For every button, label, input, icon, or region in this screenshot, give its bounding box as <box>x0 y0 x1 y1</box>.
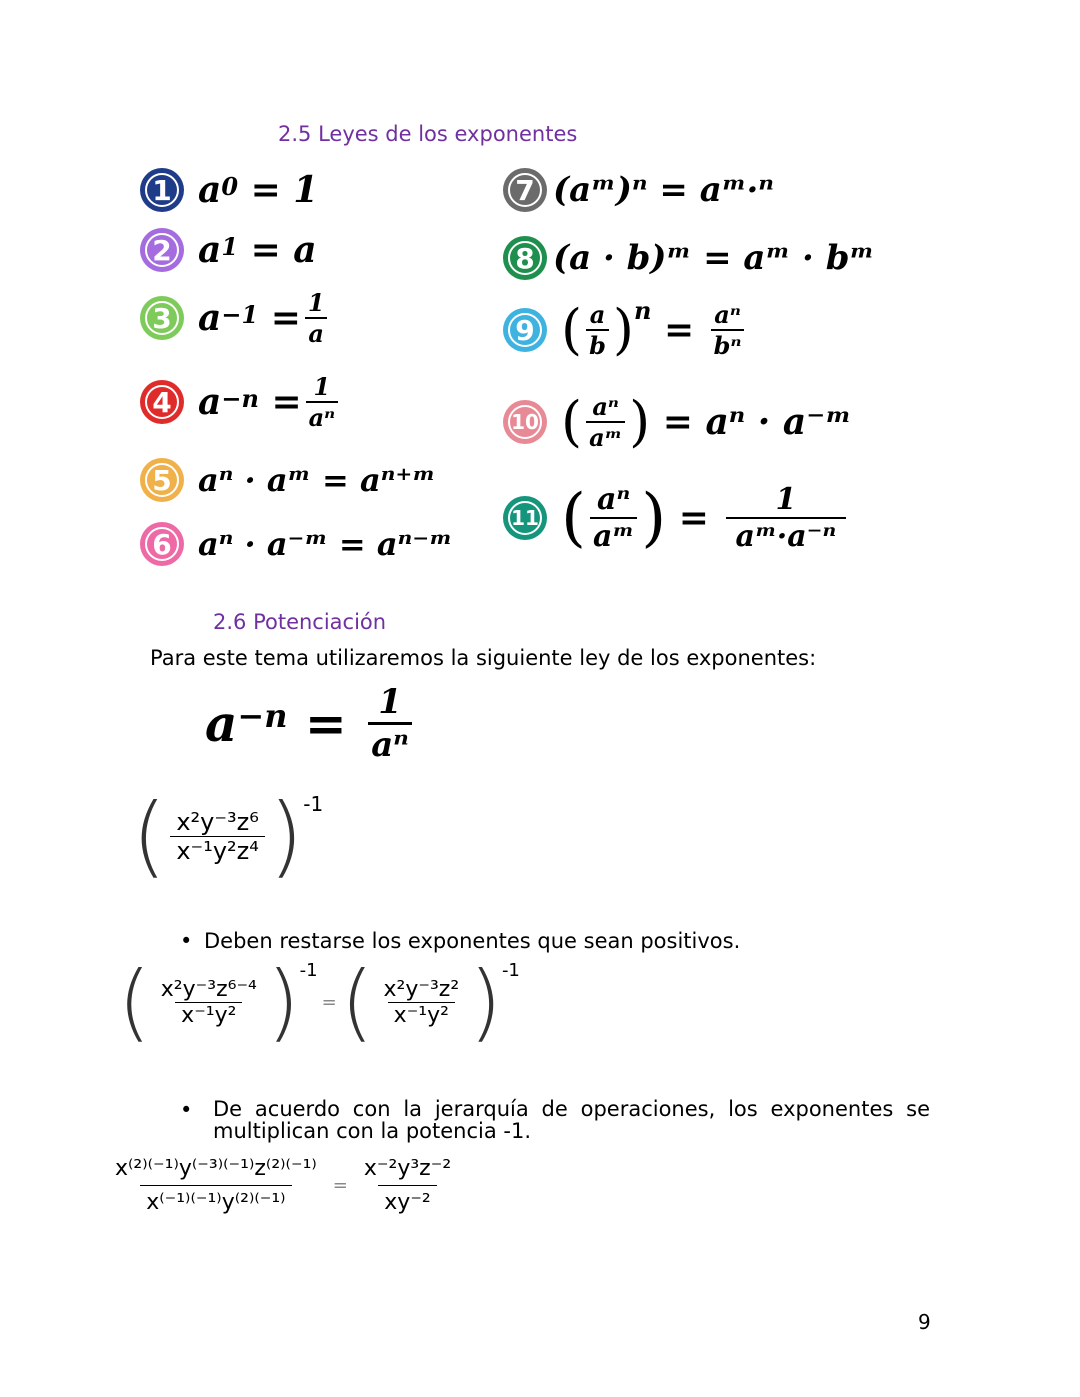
number-badge-2: 2 <box>140 228 184 272</box>
law-7 <box>503 168 774 212</box>
left-paren: ( <box>340 953 374 1051</box>
equals-sign: = <box>332 1175 348 1196</box>
number-badge-10: 10 <box>503 400 547 444</box>
expression-2 <box>118 953 520 1051</box>
expression-2-right-exponent: -1 <box>501 960 520 981</box>
law-11-formula: ( $\frac{\text{aⁿ}}{\text{aᵐ}}$ ) = $\frac{1}{\text{aᵐ·a⁻ⁿ}}$ <box>561 482 850 554</box>
law-5 <box>140 458 436 502</box>
law-2 <box>140 228 317 272</box>
left-paren: ( <box>132 784 167 887</box>
right-paren: ) <box>266 953 300 1051</box>
number-badge-5: 5 <box>140 458 184 502</box>
bullet-2-text: De acuerdo con la jerarquía de operaciones, los exponentes se multiplican con la potencia -1. <box>213 1097 930 1143</box>
law-5-formula: aⁿ · aᵐ = aⁿ⁺ᵐ <box>198 461 436 499</box>
law-6-formula: aⁿ · a⁻ᵐ = aⁿ⁻ᵐ <box>198 525 453 563</box>
law-1 <box>140 168 318 212</box>
law-3-formula: a $^{-1}$ = $\frac{1}{a}$ <box>198 288 332 348</box>
bullet-2 <box>180 1098 930 1142</box>
law-10-formula: ( $\frac{\text{aⁿ}}{\text{aᵐ}}$ ) = aⁿ · a⁻ᵐ <box>561 390 852 453</box>
law-2-formula: a $^1$ = a <box>198 229 317 271</box>
exponent-laws-image <box>135 160 875 580</box>
section-heading-exponent-laws: 2.5 Leyes de los exponentes <box>278 122 578 146</box>
expression-2-left-exponent: -1 <box>299 960 318 981</box>
law-10 <box>503 392 851 452</box>
law-11 <box>503 482 850 554</box>
left-paren: ( <box>118 953 151 1051</box>
number-badge-8: 8 <box>503 236 547 280</box>
bullet-1-text: Deben restarse los exponentes que sean positivos. <box>204 929 741 953</box>
expression-3-right-fraction: $\frac{\text{x⁻²y³z⁻²}}{\text{xy⁻²}}$ <box>363 1156 452 1215</box>
intro-paragraph: Para este tema utilizaremos la siguiente ley de los exponentes: <box>150 646 817 670</box>
number-badge-3: 3 <box>140 296 184 340</box>
number-badge-1: 1 <box>140 168 184 212</box>
number-badge-9: 9 <box>503 308 547 352</box>
key-law-formula: a $^{-n}$ = $\frac{1}{\text{aⁿ}}$ <box>205 682 416 765</box>
right-paren: ) <box>469 953 502 1051</box>
expression-1-fraction: $\frac{\text{x²y⁻³z⁶}}{\text{x⁻¹y²z⁴}}$ <box>170 808 265 865</box>
law-8-formula: (a · b)ᵐ = aᵐ · bᵐ <box>553 238 875 278</box>
equals-sign: = <box>321 991 337 1013</box>
expression-3 <box>105 1156 461 1215</box>
expression-2-right-fraction: $\frac{\text{x²y⁻³z²}}{\text{x⁻¹y²}}$ <box>383 976 460 1028</box>
law-8 <box>503 236 874 280</box>
law-4-formula: a $^{-n}$ = $\frac{1}{\text{aⁿ}}$ <box>198 372 342 432</box>
law-9-formula: ( $\frac{a}{b}$ ) $^n$ = $\frac{\text{aⁿ}}{\text{bⁿ}}$ <box>561 300 748 360</box>
section-heading-potenciacion: 2.6 Potenciación <box>213 610 387 634</box>
law-9 <box>503 295 748 361</box>
bullet-dot: • <box>180 929 193 953</box>
expression-1 <box>132 784 324 887</box>
law-1-formula: a $^0$ = 1 <box>198 169 319 211</box>
law-4 <box>140 372 342 432</box>
bullet-1 <box>180 929 740 953</box>
expression-1-exponent: -1 <box>303 792 324 816</box>
number-badge-4: 4 <box>140 380 184 424</box>
expression-3-left-fraction: $\frac{\text{x⁽²⁾⁽⁻¹⁾y⁽⁻³⁾⁽⁻¹⁾z⁽²⁾⁽⁻¹⁾}}{\text{x⁽⁻¹⁾⁽⁻¹⁾y⁽²⁾⁽⁻¹⁾}}$ <box>115 1156 317 1215</box>
bullet-dot: • <box>180 1098 193 1122</box>
law-6 <box>140 522 452 566</box>
right-paren: ) <box>268 784 304 887</box>
number-badge-6: 6 <box>140 522 184 566</box>
expression-2-left-fraction: $\frac{\text{x²y⁻³z⁶⁻⁴}}{\text{x⁻¹y²}}$ <box>160 976 257 1028</box>
page-number: 9 <box>918 1310 931 1334</box>
number-badge-7: 7 <box>503 168 547 212</box>
law-3 <box>140 288 332 348</box>
law-7-formula: (aᵐ)ⁿ = aᵐ·ⁿ <box>553 170 774 210</box>
number-badge-11: 11 <box>503 496 547 540</box>
